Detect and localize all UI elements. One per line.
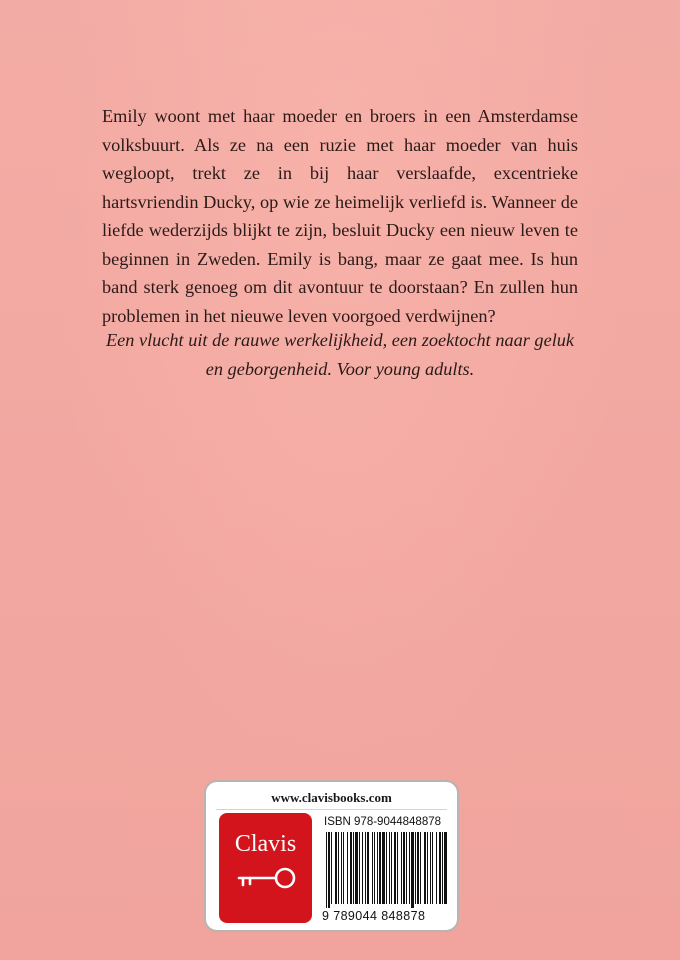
- barcode-bar: [389, 832, 390, 904]
- barcode-bar: [444, 832, 447, 904]
- barcode-bar: [355, 832, 358, 904]
- barcode-bar: [386, 832, 387, 904]
- clavis-logo-text: Clavis: [234, 831, 297, 857]
- barcode-bar: [436, 832, 437, 904]
- barcode-bar: [420, 832, 421, 904]
- barcode-bar: [403, 832, 405, 904]
- barcode-bar: [439, 832, 441, 904]
- barcode-bar: [411, 832, 414, 908]
- barcode-bar: [415, 832, 416, 904]
- barcode-bar: [374, 832, 375, 904]
- barcode-bar: [417, 832, 419, 904]
- isbn-label: ISBN 978-9044848878: [324, 816, 442, 828]
- barcode-bar: [432, 832, 433, 904]
- barcode-bar: [362, 832, 363, 904]
- barcode-bar: [372, 832, 373, 904]
- barcode-bar: [409, 832, 410, 904]
- barcode-bar: [338, 832, 339, 904]
- barcode-bar: [397, 832, 398, 904]
- barcode-bar: [382, 832, 385, 904]
- key-icon: [219, 813, 312, 923]
- barcode-bar: [331, 832, 332, 904]
- publisher-panel: [204, 780, 459, 932]
- barcode-bar: [430, 832, 431, 904]
- back-cover-tagline: Een vlucht uit de rauwe werkelijkheid, een zoektocht naar geluk en geborgenheid. Voor young adults.: [105, 330, 575, 379]
- barcode-bar: [427, 832, 428, 904]
- barcode-bar: [343, 832, 344, 904]
- barcode-bar: [377, 832, 378, 904]
- clavis-logo: [219, 813, 312, 923]
- barcode-bar: [365, 832, 366, 904]
- barcode-bar: [379, 832, 381, 904]
- barcode-bar: [347, 832, 348, 904]
- barcode-bar: [401, 832, 402, 904]
- barcode-bar: [326, 832, 327, 908]
- barcode-bar: [406, 832, 407, 904]
- barcode-bar: [424, 832, 426, 904]
- panel-divider: [216, 809, 447, 810]
- barcode-bar: [350, 832, 352, 904]
- barcode-bar: [367, 832, 369, 904]
- barcode-bar: [391, 832, 392, 904]
- publisher-website: www.clavisbooks.com: [271, 790, 392, 805]
- barcode: [324, 832, 450, 908]
- barcode-bar: [394, 832, 396, 904]
- barcode-bar: [353, 832, 354, 904]
- barcode-bar: [341, 832, 342, 904]
- barcode-digits: 9 789044 848878: [322, 909, 426, 923]
- barcode-bar: [335, 832, 337, 904]
- barcode-bar: [359, 832, 360, 904]
- back-cover-blurb: Emily woont met haar moeder en broers in een Amsterdamse volksbuurt. Als ze na een ruzie met haar moeder van huis wegloopt, trekt ze in bij haar verslaafde, excentrieke hartsvriendin Ducky, op wie ze heimelijk verliefd is. Wanneer de liefde wederzijds blijkt te zijn, besluit Ducky een nieuw leven te beginnen in Zweden. Emily is bang, maar ze gaat mee. Is hun band sterk genoeg om dit avontuur te doorstaan? En zullen hun problemen in het nieuwe leven voorgoed verdwijnen?: [102, 106, 578, 326]
- barcode-bar: [328, 832, 330, 908]
- barcode-bar: [442, 832, 443, 904]
